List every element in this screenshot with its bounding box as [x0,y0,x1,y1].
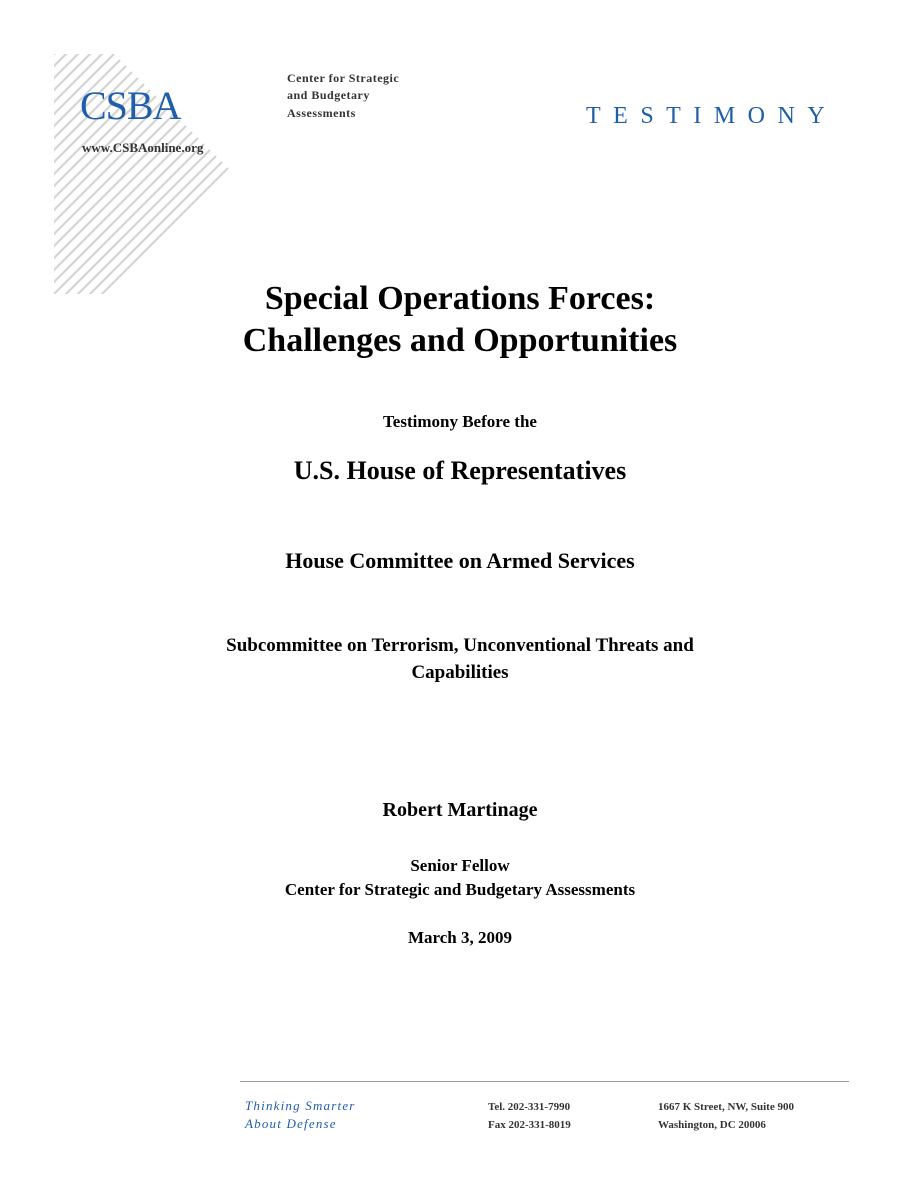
author-affiliation [0,854,920,902]
testimony-date: March 3, 2009 [407,928,513,947]
footer-divider [240,1081,849,1082]
address-line-1: 1667 K Street, NW, Suite 900 [658,1101,794,1113]
testimony-before-label: Testimony Before the [383,412,537,431]
footer-phone-numbers [488,1098,571,1134]
author-name: Robert Martinage [382,799,538,821]
org-name-line-1: Center for Strategic [287,71,400,85]
author-organization: Center for Strategic and Budgetary Assessments [284,880,636,899]
org-name-line-2: and Budgetary [287,88,370,103]
address-line-2: Washington, DC 20006 [658,1119,766,1131]
tagline-line-2: About Defense [245,1116,337,1131]
subcommittee-line-1: Subcommittee on Terrorism, Unconventional Threats and [226,635,694,656]
author-title: Senior Fellow [410,856,510,875]
fax: Fax 202-331-8019 [488,1119,571,1131]
title-line-1: Special Operations Forces: [264,280,656,317]
title-line-2: Challenges and Opportunities [242,322,678,359]
document-title [0,278,920,362]
testimony-banner: TESTIMONY [586,103,838,129]
organization-name [287,70,399,122]
tagline-line-1: Thinking Smarter [245,1098,356,1113]
footer-address [658,1098,794,1134]
subcommittee-line-2: Capabilities [411,662,509,683]
telephone: Tel. 202-331-7990 [488,1101,571,1113]
org-name-line-3: Assessments [287,105,356,120]
csba-logo-text: CSBA [80,83,181,128]
footer-tagline [245,1097,356,1133]
legislative-body: U.S. House of Representatives [293,456,627,485]
committee-name: House Committee on Armed Services [285,548,635,573]
website-url: www.CSBAonline.org [82,140,204,155]
subcommittee-name [0,632,920,686]
